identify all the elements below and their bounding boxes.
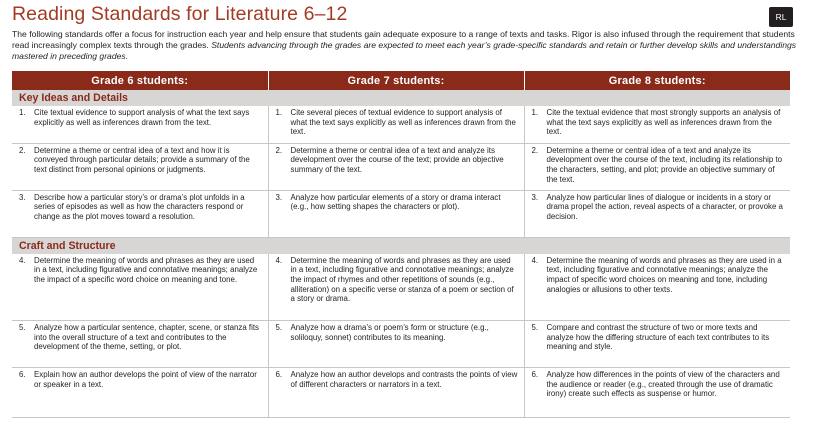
standard-text: Analyze how particular lines of dialogue or incidents in a story or drama propel the action, reveal aspects of a character, or provoke a decision.: [546, 192, 783, 221]
standard-number: 6.: [275, 370, 283, 379]
table-cell: [12, 254, 268, 321]
standard-text: Determine a theme or central idea of a text and how it is conveyed through particular details; provide a summary of the text distinct from personal opinions or judgments.: [34, 145, 250, 174]
standard-text: Compare and contrast the structure of two or more texts and analyze how the differing structure of each text contributes to its meaning and style.: [546, 323, 770, 352]
table-row: [12, 254, 790, 321]
table-cell: [524, 106, 790, 143]
standard-text: Analyze how differences in the points of view of the characters and the audience or reader (e.g., created through the use of dramatic irony) create such effects as suspense or humor.: [546, 370, 780, 399]
table-cell: [268, 368, 524, 418]
standard-text: Explain how an author develops the point of view of the narrator or speaker in a text.: [34, 370, 257, 389]
table-cell: [12, 106, 268, 143]
table-cell: [268, 254, 524, 321]
column-header-grade-6: Grade 6 students:: [12, 71, 268, 90]
table-header-row: [12, 71, 790, 90]
table-cell: [268, 143, 524, 190]
standard-text: Determine a theme or central idea of a text and analyze its development over the course of the text; provide an objective summary of the text.: [290, 145, 504, 174]
column-header-grade-7: Grade 7 students:: [268, 71, 524, 90]
intro-italic-text: Students advancing through the grades are expected to meet each year’s grade-specific standards and retain or further develop skills and understandings mastered in preceding grades.: [12, 40, 797, 62]
table-cell: [524, 143, 790, 190]
standard-text: Analyze how a particular sentence, chapter, scene, or stanza fits into the overall structure of a text and contributes to the development of the theme, setting, or plot.: [34, 323, 260, 352]
standard-text: Cite textual evidence to support analysis of what the text says explicitly as well as inferences drawn from the text.: [34, 108, 250, 127]
column-header-grade-8: Grade 8 students:: [524, 71, 790, 90]
standard-text: Determine a theme or central idea of a text and analyze its development over the course of the text, including its relationship to the characters, setting, and plot; provide an objective summary of the text.: [546, 145, 783, 184]
standard-number: 1.: [275, 108, 283, 117]
standard-number: 2.: [531, 145, 539, 155]
standard-number: 6.: [19, 370, 26, 379]
table-cell: [268, 321, 524, 368]
section-header-row: [12, 90, 790, 106]
standard-number: 1.: [531, 108, 539, 117]
standard-number: 4.: [19, 255, 26, 265]
standard-text: Analyze how an author develops and contrasts the points of view of different characters or narrators in a text.: [290, 370, 518, 389]
standard-text: Cite the textual evidence that most strongly supports an analysis of what the text says explicitly as well as inferences drawn from the text.: [546, 108, 781, 137]
section-title-craft-structure: Craft and Structure: [12, 237, 790, 254]
table-row: [12, 321, 790, 368]
standard-number: 4.: [275, 255, 283, 265]
standard-text: Determine the meaning of words and phrases as they are used in a text, including figurative and connotative meanings; analyze the impact of a specific word choice on meaning and tone.: [34, 255, 258, 284]
table-cell: [524, 190, 790, 237]
standard-number: 5.: [19, 323, 26, 332]
standard-number: 2.: [275, 145, 283, 155]
rl-badge: RL: [769, 7, 793, 27]
table-cell: [524, 321, 790, 368]
table-cell: [268, 190, 524, 237]
table-cell: [12, 368, 268, 418]
table-cell: [524, 254, 790, 321]
table-cell: [12, 143, 268, 190]
standard-number: 2.: [19, 145, 26, 155]
standard-number: 5.: [531, 323, 539, 332]
table-row: [12, 143, 790, 190]
section-header-row: [12, 237, 790, 254]
standard-number: 4.: [531, 255, 539, 265]
table-row: [12, 106, 790, 143]
section-title-key-ideas: Key Ideas and Details: [12, 90, 790, 106]
standard-text: Cite several pieces of textual evidence to support analysis of what the text says explicitly as well as inferences drawn from the text.: [290, 108, 516, 137]
standard-number: 3.: [531, 192, 539, 202]
standard-text: Analyze how particular elements of a story or drama interact (e.g., how setting shapes the characters or plot).: [290, 192, 501, 212]
table-cell: [12, 321, 268, 368]
standard-number: 3.: [19, 192, 26, 202]
table-cell: [268, 106, 524, 143]
standard-number: 6.: [531, 370, 539, 379]
table-row: [12, 190, 790, 237]
standard-text: Determine the meaning of words and phrases as they are used in a text, including figurative and connotative meanings; analyze the impact of rhymes and other repetitions of sounds (e.g., alliteration) on a specific verse or stanza of a poem or section of a story or drama.: [290, 255, 514, 304]
standard-number: 3.: [275, 192, 283, 202]
intro-paragraph: [12, 29, 802, 63]
standard-number: 1.: [19, 108, 26, 117]
standards-table: [12, 71, 790, 418]
standard-number: 5.: [275, 323, 283, 332]
table-row: [12, 368, 790, 418]
standard-text: Analyze how a drama’s or poem’s form or structure (e.g., soliloquy, sonnet) contributes to its meaning.: [290, 323, 489, 342]
standard-text: Describe how a particular story’s or drama’s plot unfolds in a series of episodes as well as how the characters respond or change as the plot moves toward a resolution.: [34, 192, 245, 221]
page-title: Reading Standards for Literature 6–12: [12, 3, 348, 25]
intro-text: The following standards offer a focus for instruction each year and help ensure that students gain adequate exposure to a range of texts and tasks. Rigor is also infused through the requirement that students read increasingly complex texts through the grades.: [12, 29, 795, 51]
table-cell: [12, 190, 268, 237]
standard-text: Determine the meaning of words and phrases as they are used in a text, including figurative and connotative meanings; analyze the impact of specific word choices on meaning and tone, including analogies or allusions to other texts.: [546, 255, 782, 294]
table-cell: [524, 368, 790, 418]
